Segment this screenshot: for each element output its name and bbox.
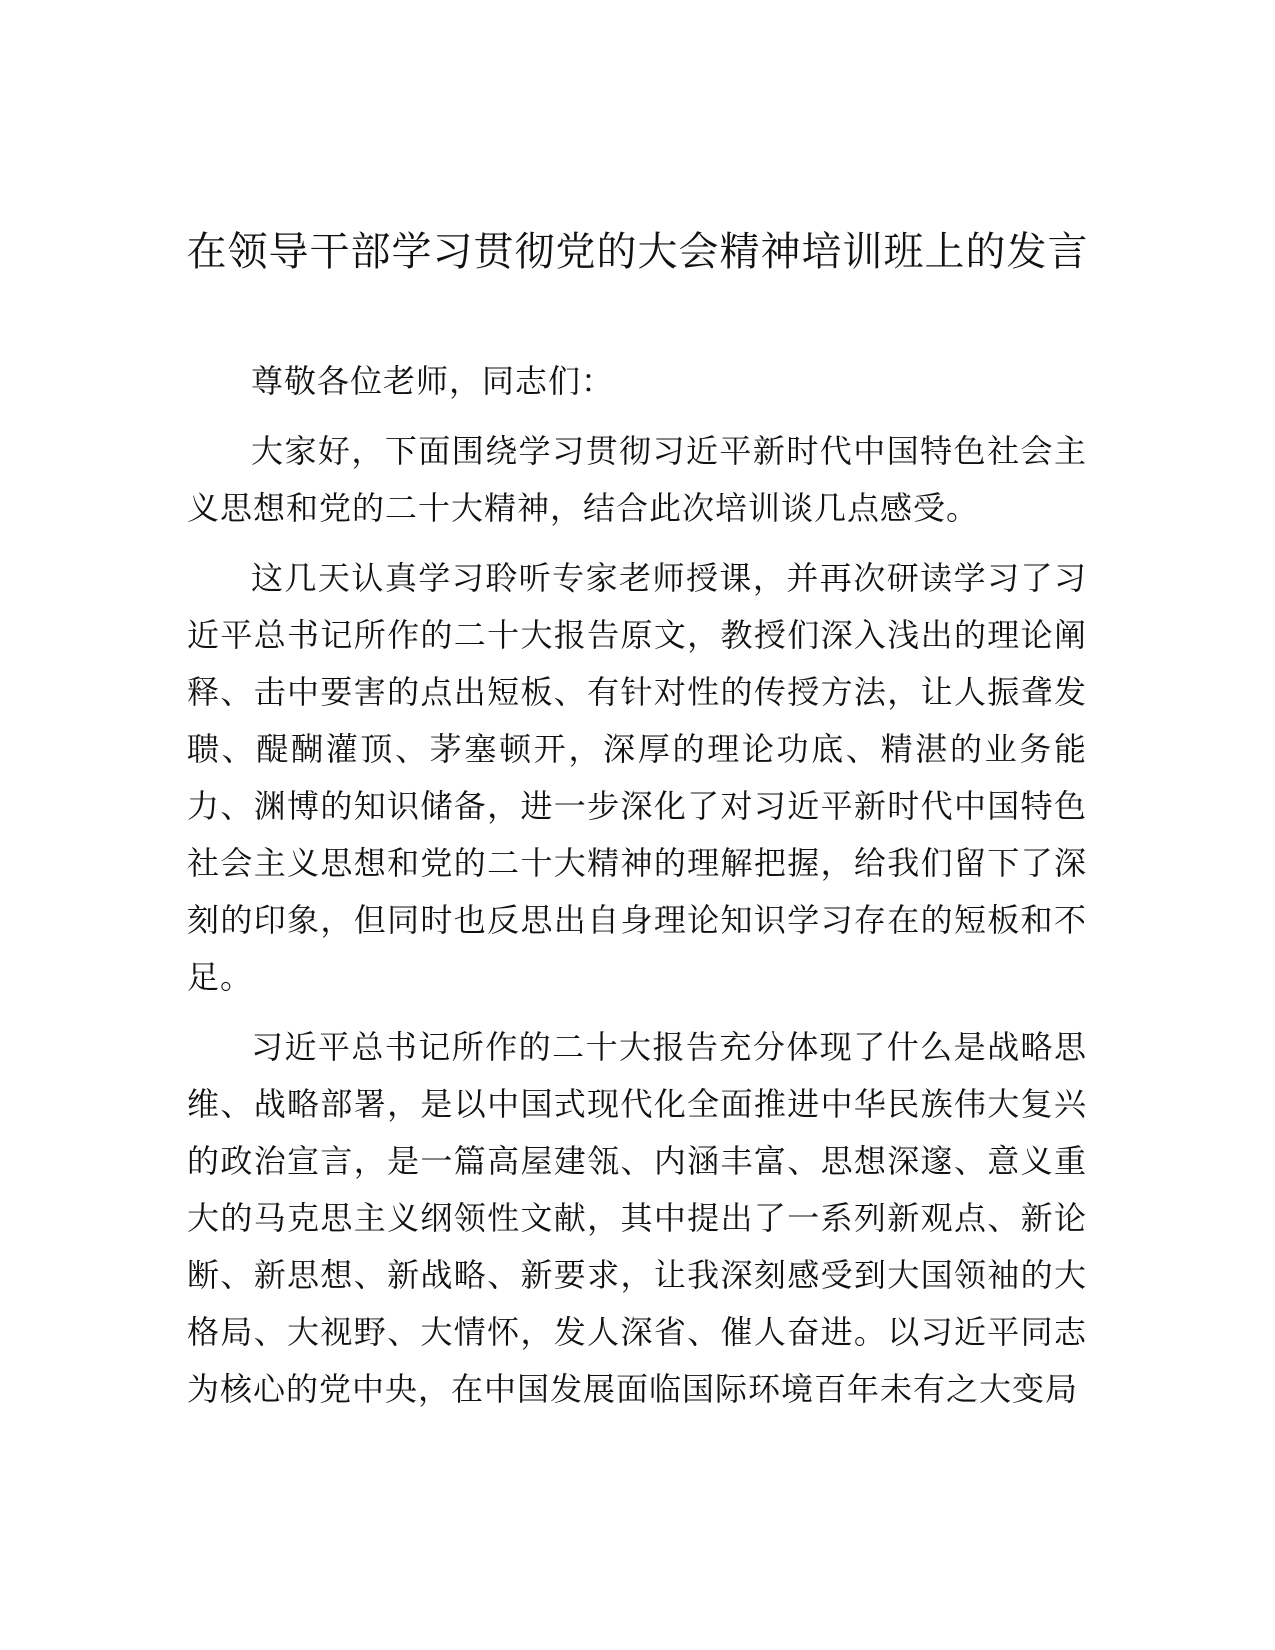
paragraph-report-significance: 习近平总书记所作的二十大报告充分体现了什么是战略思维、战略部署，是以中国式现代化全面推进中华民族伟大复兴的政治宣言，是一篇高屋建瓴、内涵丰富、思想深邃、意义重大的马克思主义纲领性文献，其中提出了一系列新观点、新论断、新思想、新战略、新要求，让我深刻感受到大国领袖的大格局、大视野、大情怀，发人深省、催人奋进。以习近平同志为核心的党中央，在中国发展面临国际环境百年未有之大变局: [187, 1028, 1087, 1408]
paragraph-study-reflection: 这几天认真学习聆听专家老师授课，并再次研读学习了习近平总书记所作的二十大报告原文，教授们深入浅出的理论阐释、击中要害的点出短板、有针对性的传授方法，让人振聋发聩、醍醐灌顶、茅塞顿开，深厚的理论功底、精湛的业务能力、渊博的知识储备，进一步深化了对习近平新时代中国特色社会主义思想和党的二十大精神的理解把握，给我们留下了深刻的印象，但同时也反思出自身理论知识学习存在的短板和不足。: [187, 559, 1087, 996]
paragraph-greeting: 大家好，下面围绕学习贯彻习近平新时代中国特色社会主义思想和党的二十大精神，结合此次培训谈几点感受。: [187, 432, 1087, 527]
salutation: 尊敬各位老师，同志们：: [251, 362, 615, 400]
document-title: 在领导干部学习贯彻党的大会精神培训班上的发言: [186, 229, 1089, 275]
document-body: [187, 353, 1087, 1431]
